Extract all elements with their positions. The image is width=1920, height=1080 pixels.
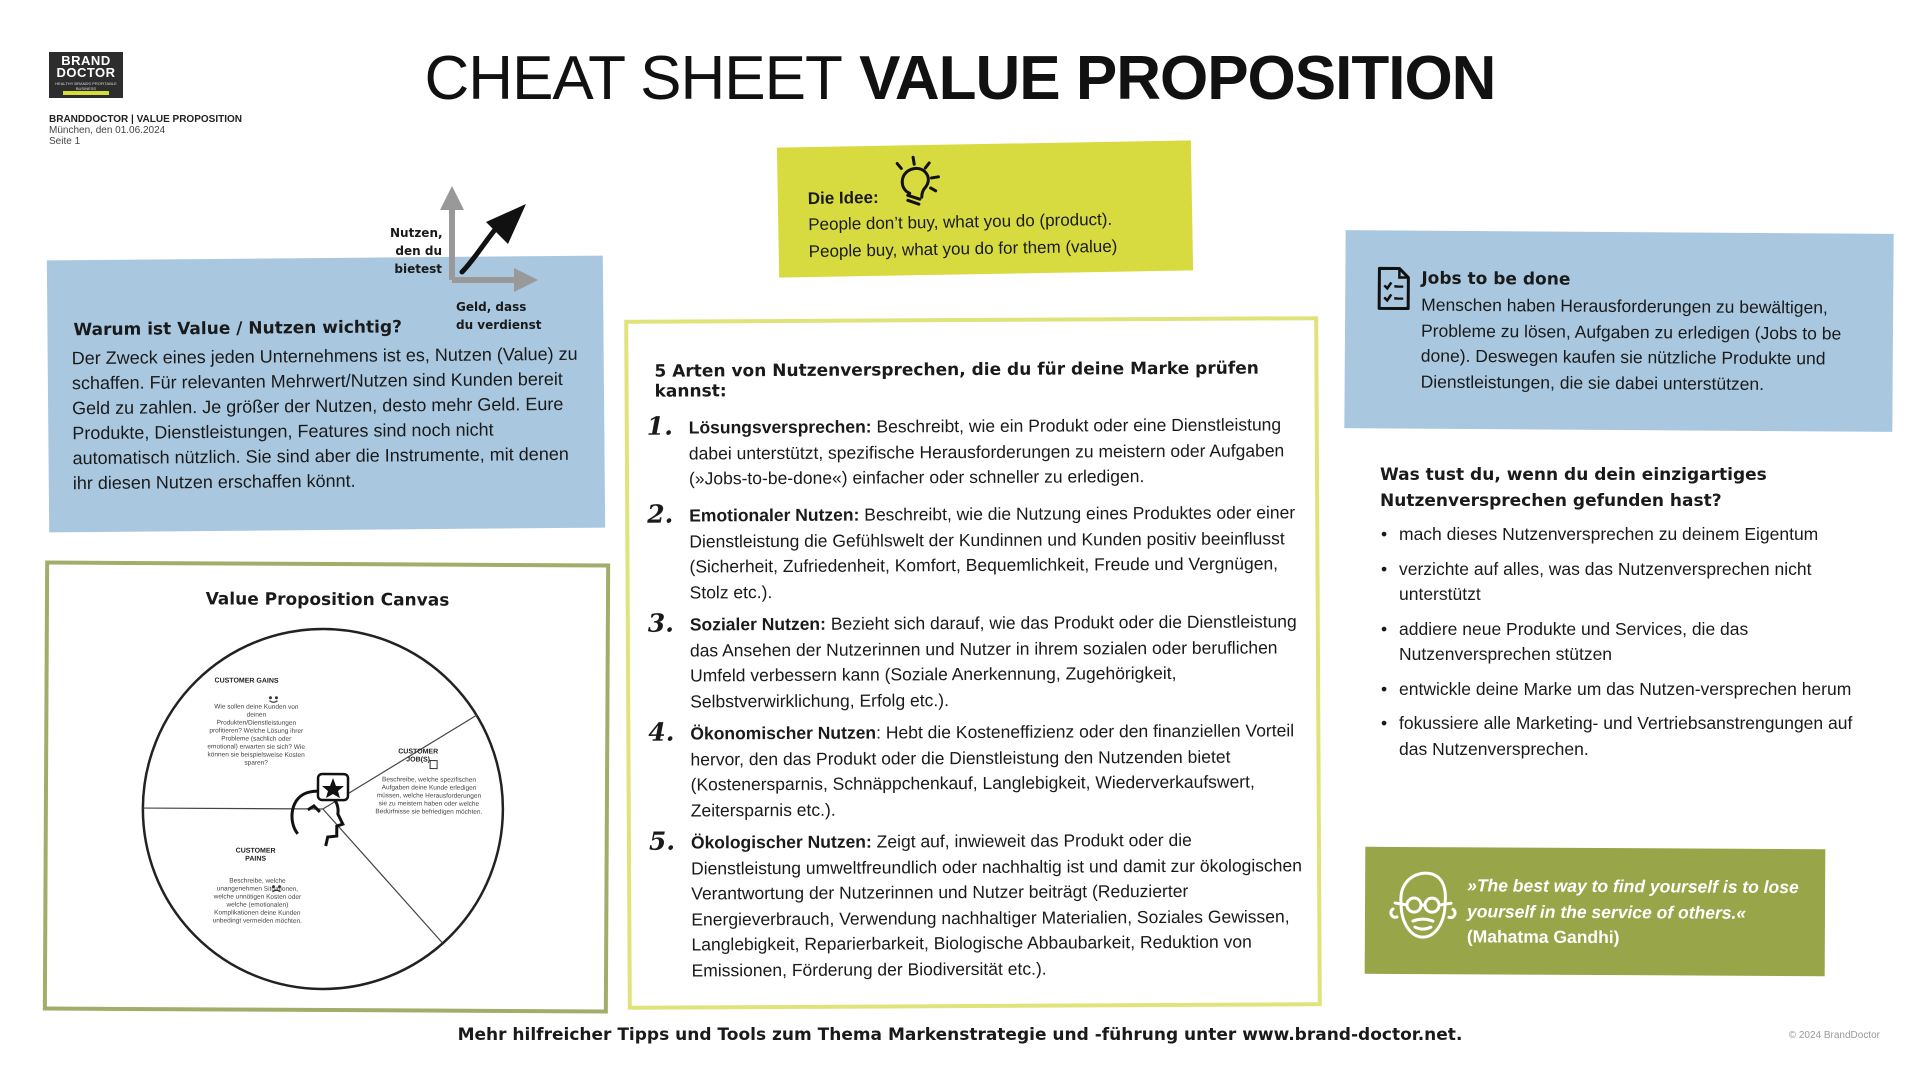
list-item: • entwickle deine Marke um das Nutzen-versprechen herum [1380, 677, 1880, 703]
title-bold: VALUE PROPOSITION [859, 44, 1496, 113]
canvas-box [43, 561, 610, 1014]
canvas-heading: Value Proposition Canvas [205, 589, 450, 611]
was-tust-du-section [1380, 462, 1880, 771]
item-bold: Lösungsversprechen: [688, 416, 872, 438]
gandhi-portrait-icon [1385, 867, 1461, 951]
page-title [0, 42, 1920, 116]
nutzenversprechen-box [624, 316, 1322, 1010]
pains-text: Beschreibe, welche unangenehmen Situationen, welche unnötigen Kosten oder welche (emotionalen) Komplikationen deine Kunden unbedingt vermeiden möchten. [212, 877, 302, 925]
item-body: Bezieht sich darauf, wie das Produkt oder die Dienstleistung das Ansehen der Nutzerinnen und Nutzer in ihrem sozialen oder beruflichen Umfeld verbessern kann (Soziale Anerkennung, Zugehörigkeit, Selbstverwirklichung, Erfolg etc.). [689, 611, 1297, 711]
list-item: • addiere neue Produkte und Services, die das Nutzenversprechen stützen [1380, 617, 1880, 668]
list-item [646, 411, 1297, 489]
logo-line-1: BRAND [61, 53, 111, 68]
document-meta [49, 114, 242, 147]
smile-icon [269, 697, 277, 702]
item-text [689, 500, 1302, 605]
idee-line-1: People don’t buy, what you do (product). [808, 209, 1113, 235]
x-label-line-1: Geld, dass [456, 300, 527, 314]
list-item: • fokussiere alle Marketing- und Vertriebsanstrengungen auf das Nutzenversprechen. [1380, 711, 1880, 762]
quote-text: »The best way to find yourself is to lose yourself in the service of others.« [1466, 875, 1799, 923]
item-text [689, 412, 1301, 492]
item-number: 5. [648, 826, 676, 856]
y-axis-label [390, 224, 442, 278]
item-text [690, 609, 1303, 714]
jobs-text: Beschreibe, welche spezifischen Aufgaben deine Kunde erledigen müssen, welche Herausforderungen sie zu meistern haben oder welche Bedürfnisse sie befriedigen möchten. [375, 776, 483, 816]
item-number: 2. [647, 499, 674, 529]
y-label-line-1: Nutzen, [390, 226, 443, 240]
idee-line-2: People buy, what you do for them (value) [808, 236, 1118, 262]
warum-heading: Warum ist Value / Nutzen wichtig? [73, 317, 403, 341]
quote-author: (Mahatma Gandhi) [1466, 926, 1620, 948]
meta-page: Seite 1 [49, 136, 81, 147]
star-speech-icon [318, 774, 348, 800]
meta-date: München, den 01.06.2024 [49, 125, 166, 136]
list-item [647, 608, 1298, 711]
item-body: : Hebt die Kosteneffizienz oder den finanziellen Vorteil hervor, den das Produkt oder die Dienstleistung den Nutzenden bietet (Kostenersparnis, Schnäppchenkauf, Langlebigkeit, Wiederverkaufswert, Zeitersparnis etc.). [690, 720, 1295, 820]
mid-heading: 5 Arten von Nutzenversprechen, die du für deine Marke prüfen kannst: [654, 358, 1259, 402]
item-number: 3. [647, 608, 674, 638]
checklist-document-icon [1375, 264, 1411, 312]
item-bold: Sozialer Nutzen: [689, 613, 826, 635]
list-item: • mach dieses Nutzenversprechen zu deinem Eigentum [1380, 522, 1880, 548]
footer-text: Mehr hilfreicher Tipps und Tools zum Thema Markenstrategie und -führung unter www.brand-doctor.net. [457, 1025, 1463, 1045]
item-bold: Ökologischer Nutzen: [690, 831, 872, 853]
lightbulb-icon [885, 153, 946, 210]
item-text [691, 827, 1304, 983]
copyright: © 2024 BrandDoctor [1788, 1030, 1880, 1041]
x-axis-label [456, 298, 541, 334]
list-item [648, 717, 1298, 820]
jobs-box [1344, 230, 1893, 432]
list-item [648, 826, 1303, 980]
gains-text: Wie sollen deine Kunden von deinen Produkten/Dienstleistungen profitieren? Welche Lösung ihrer Probleme (sachlich oder emotional) erwarten sie sich? Wie können sie beispielsweise Kosten sparen? [207, 703, 305, 767]
jobs-title: CUSTOMER JOB(S) [398, 748, 439, 764]
item-body: Beschreibt, wie ein Produkt oder eine Dienstleistung dabei unterstützt, spezifische Herausforderungen zu meistern oder Aufgaben (»Jobs-to-be-done«) einfacher oder schneller zu erledigen. [688, 414, 1285, 489]
idee-heading: Die Idee: [807, 187, 879, 209]
list-item: • verzichte auf alles, was das Nutzenversprechen nicht unterstützt [1380, 557, 1880, 608]
growth-arrow [462, 204, 526, 272]
item-text [690, 718, 1303, 823]
jobs-text: Menschen haben Herausforderungen zu bewältigen, Probleme zu lösen, Aufgaben zu erledigen (Jobs to be done). Deswegen kaufen sie nützliche Produkte und Dienstleistungen, die sie dabei unterstützen. [1420, 294, 1842, 394]
item-body: Beschreibt, wie die Nutzung eines Produktes oder einer Dienstleistung die Gefühlswelt der Kundinnen und Kunden positiv beeinflusst (Sicherheit, Zufriedenheit, Komfort, Bequemlichkeit, Freude und Vergnügen, Stolz etc.). [689, 502, 1296, 602]
warum-text: Der Zweck eines jeden Unternehmens ist es, Nutzen (Value) zu schaffen. Für relevanten Mehrwert/Nutzen sind Kunden bereit Geld zu zahlen. Je größer der Nutzen, desto mehr Geld. Eure Produkte, Dienstleistungen, Features sind noch nicht automatisch nützlich. Sie sind aber die Instrumente, mit denen ihr diesen Nutzen erschaffen könnt. [71, 343, 578, 494]
item-bold: Ökonomischer Nutzen [690, 722, 877, 744]
meta-title: BRANDDOCTOR | VALUE PROPOSITION [49, 114, 242, 125]
jobs-heading: Jobs to be done [1421, 268, 1571, 290]
x-label-line-2: du verdienst [456, 318, 542, 332]
item-body: Zeigt auf, inwieweit das Produkt oder die Dienstleistung umweltfreundlich oder nachhaltig ist und damit zur ökologischen Verantwortung der Nutzerinnen und Nutzer beiträgt (Reduzierter Energieverbrauch, Verwendung nachhaltiger Materialien, Soziales Gewissen, Langlebigkeit, Reparierbarkeit, Biologische Abbaubarkeit, Reduktion von Emissionen, Förderung der Biodiversität etc.). [691, 829, 1303, 980]
was-heading: Was tust du, wenn du dein einzigartiges Nutzenversprechen gefunden hast? [1380, 465, 1767, 511]
quote-box [1365, 847, 1826, 976]
item-number: 4. [648, 717, 675, 747]
gains-title: CUSTOMER GAINS [214, 677, 279, 685]
idee-box [777, 140, 1193, 277]
y-label-line-2: den du [395, 244, 442, 258]
y-label-line-3: bietest [394, 262, 442, 276]
value-money-diagram [390, 180, 570, 340]
y-axis-arrow [440, 186, 464, 280]
logo-tagline: HEALTHY BRANDS PROFITABLE BUSINESS [55, 81, 117, 91]
pains-title: CUSTOMER PAINS [235, 847, 276, 863]
item-number: 1. [646, 411, 673, 441]
title-light: CHEAT SHEET [424, 44, 842, 113]
was-list [1380, 522, 1880, 762]
logo-line-2: DOCTOR [56, 65, 116, 80]
list-item [647, 499, 1297, 602]
item-bold: Emotionaler Nutzen: [689, 504, 860, 526]
